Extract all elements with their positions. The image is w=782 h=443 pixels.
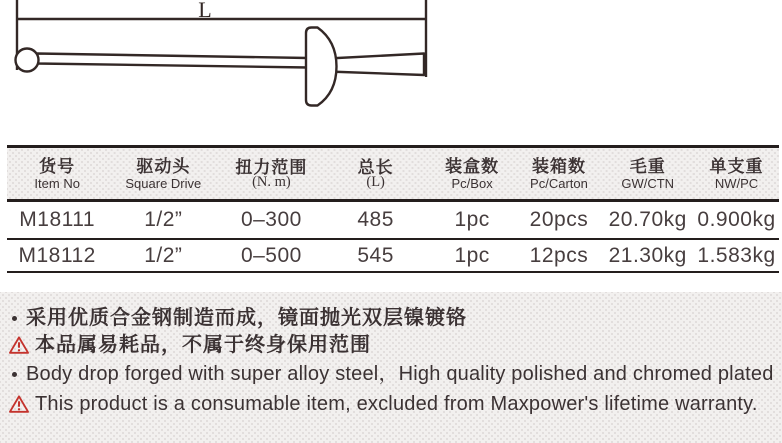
col-header-pc-carton	[517, 147, 602, 201]
cell-item-no: M18112	[7, 239, 107, 272]
cell-item-no: M18111	[7, 201, 107, 240]
col-header-zh: 装盒数	[445, 156, 500, 176]
tool-handle-stop	[306, 28, 337, 106]
cell-overall-length: 485	[324, 201, 428, 240]
cell-net-weight: 1.583kg	[694, 239, 779, 272]
col-header-en: Item No	[34, 175, 80, 191]
dot-icon	[12, 372, 17, 377]
cell-gross-weight: 21.30kg	[601, 239, 694, 272]
col-header-item-no	[7, 147, 107, 201]
col-header-overall-length	[324, 147, 428, 201]
tool-ball-end	[16, 49, 39, 72]
col-header-en: (N. m)	[252, 174, 291, 190]
col-header-en: Pc/Carton	[530, 175, 588, 191]
tool-rod	[37, 54, 308, 68]
col-header-net-weight	[694, 147, 779, 201]
cell-torque-range: 0–500	[219, 239, 323, 272]
tool-diagram	[0, 0, 440, 125]
col-header-zh: 总长	[357, 158, 394, 177]
col-header-zh: 驱动头	[136, 156, 191, 176]
col-header-en: Square Drive	[125, 175, 202, 191]
col-header-zh: 货号	[39, 156, 76, 176]
col-header-zh: 单支重	[709, 156, 764, 176]
cell-gross-weight: 20.70kg	[601, 201, 694, 240]
dot-icon	[12, 316, 17, 321]
col-header-en: (L)	[366, 174, 385, 190]
notes-panel	[0, 292, 782, 443]
warning-icon	[8, 394, 30, 414]
cell-net-weight: 0.900kg	[694, 201, 779, 240]
spec-table	[7, 145, 779, 273]
col-header-zh: 扭力范围	[235, 158, 308, 177]
cell-overall-length: 545	[324, 239, 428, 272]
cell-square-drive: 1/2”	[107, 239, 219, 272]
col-header-en: GW/CTN	[621, 175, 675, 191]
col-header-torque-range	[219, 147, 323, 201]
col-header-square-drive	[107, 147, 219, 201]
cell-pc-carton: 12pcs	[517, 239, 602, 272]
dimension-label: L	[198, 0, 212, 22]
warning-icon	[8, 335, 30, 355]
note-warranty-zh	[0, 333, 782, 357]
note-text: 本品属易耗品，不属于终身保用范围	[35, 334, 371, 356]
col-header-pc-box	[428, 147, 517, 201]
note-text: This product is a consumable item, excluded from Maxpower's lifetime warranty.	[35, 393, 758, 415]
cell-pc-carton: 20pcs	[517, 201, 602, 240]
table-header-row	[7, 147, 779, 201]
note-warranty-en	[0, 392, 782, 416]
table-row	[7, 239, 779, 272]
cell-torque-range: 0–300	[219, 201, 323, 240]
col-header-zh: 毛重	[629, 156, 666, 176]
col-header-en: NW/PC	[714, 175, 759, 191]
cell-pc-box: 1pc	[428, 201, 517, 240]
table-row	[7, 201, 779, 240]
note-text: 采用优质合金钢制造而成，镜面抛光双层镍镀铬	[26, 307, 467, 329]
cell-square-drive: 1/2”	[107, 201, 219, 240]
col-header-zh: 装箱数	[531, 156, 586, 176]
tool-shaft	[328, 54, 424, 76]
product-line-drawing	[0, 0, 440, 125]
note-text: Body drop forged with super alloy steel，High quality polished and chromed plated	[26, 363, 774, 385]
cell-pc-box: 1pc	[428, 239, 517, 272]
note-material-zh	[0, 306, 782, 330]
note-material-en	[0, 362, 782, 386]
col-header-gross-weight	[601, 147, 694, 201]
col-header-en: Pc/Box	[451, 175, 493, 191]
